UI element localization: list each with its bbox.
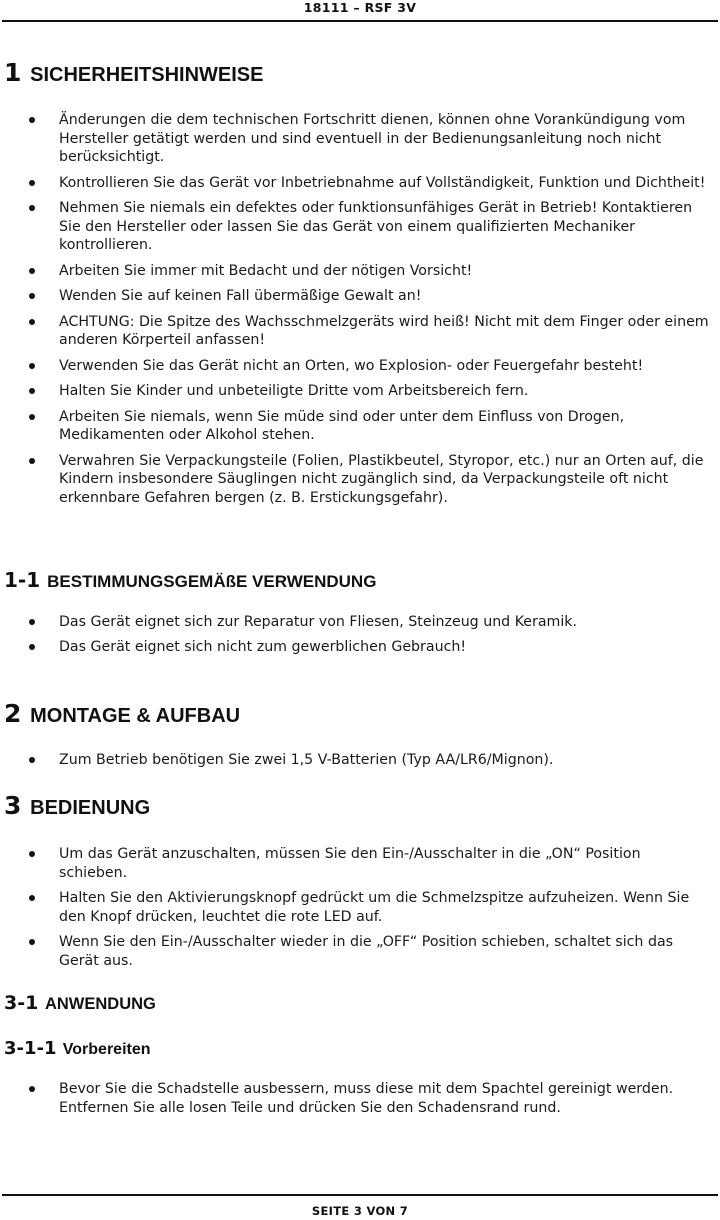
bullet-icon	[29, 363, 35, 369]
list-item: Wenden Sie auf keinen Fall übermäßige Gewalt an!	[0, 287, 720, 306]
section-heading-3-1	[4, 992, 156, 1014]
bullet-icon	[29, 895, 35, 901]
bullet-icon	[29, 414, 35, 420]
page-number: SEITE 3 VON 7	[311, 1204, 409, 1218]
section-title: SICHERHEITSHINWEISE	[30, 64, 264, 86]
section-number: 3	[4, 791, 22, 820]
operation-list	[0, 845, 720, 970]
bullet-icon	[29, 388, 35, 394]
list-item: Das Gerät eignet sich zur Reparatur von Fliesen, Steinzeug und Keramik.	[0, 613, 720, 632]
section-heading-3-1-1	[4, 1038, 151, 1059]
section-title: BEDIENUNG	[30, 797, 151, 819]
list-item: Das Gerät eignet sich nicht zum gewerblichen Gebrauch!	[0, 638, 720, 657]
list-item: Verwenden Sie das Gerät nicht an Orten, wo Explosion- oder Feuergefahr besteht!	[0, 357, 720, 376]
bullet-icon	[29, 1086, 35, 1092]
section-number: 3-1-1	[4, 1038, 57, 1059]
bullet-icon	[29, 205, 35, 211]
bullet-icon	[29, 293, 35, 299]
bullet-icon	[29, 851, 35, 857]
preparation-list	[0, 1080, 720, 1117]
list-item: Um das Gerät anzuschalten, müssen Sie den Ein-/Ausschalter in die „ON“ Position schieben.	[0, 845, 720, 882]
section-heading-3	[4, 791, 150, 820]
list-item: Zum Betrieb benötigen Sie zwei 1,5 V-Batterien (Typ AA/LR6/Mignon).	[0, 751, 720, 770]
document-title: 18111 – RSF 3V	[303, 0, 417, 15]
section-heading-1	[4, 58, 263, 87]
section-title: BESTIMMUNGSGEMÄßE VERWENDUNG	[47, 572, 377, 591]
header-rule	[2, 20, 718, 22]
footer-rule	[2, 1194, 718, 1196]
section-number: 1-1	[4, 568, 41, 592]
usage-list	[0, 613, 720, 656]
section-title: Vorbereiten	[62, 1041, 151, 1058]
list-item: Arbeiten Sie niemals, wenn Sie müde sind oder unter dem Einfluss von Drogen, Medikamenten oder Alkohol stehen.	[0, 408, 720, 445]
bullet-icon	[29, 319, 35, 325]
section-heading-1-1	[4, 568, 376, 592]
bullet-icon	[29, 644, 35, 650]
page-header	[0, 0, 720, 20]
section-heading-2	[4, 699, 240, 728]
list-item: Wenn Sie den Ein-/Ausschalter wieder in die „OFF“ Position schieben, schaltet sich das Gerät aus.	[0, 933, 720, 970]
list-item: Nehmen Sie niemals ein defektes oder funktionsunfähiges Gerät in Betrieb! Kontaktieren Sie den Hersteller oder lassen Sie das Gerät von einem qualifizierten Mechaniker kontrollieren.	[0, 199, 720, 255]
bullet-icon	[29, 458, 35, 464]
list-item: Änderungen die dem technischen Fortschritt dienen, können ohne Vorankündigung vom Hersteller getätigt werden und sind eventuell in der Bedienungsanleitung noch nicht berücksichtigt.	[0, 111, 720, 167]
list-item: Kontrollieren Sie das Gerät vor Inbetriebnahme auf Vollständigkeit, Funktion und Dichtheit!	[0, 174, 720, 193]
bullet-icon	[29, 939, 35, 945]
assembly-list	[0, 751, 720, 770]
bullet-icon	[29, 117, 35, 123]
bullet-icon	[29, 180, 35, 186]
list-item: Arbeiten Sie immer mit Bedacht und der nötigen Vorsicht!	[0, 262, 720, 281]
section-title: MONTAGE & AUFBAU	[30, 705, 241, 727]
bullet-icon	[29, 757, 35, 763]
section-number: 2	[4, 699, 22, 728]
list-item: Halten Sie Kinder und unbeteiligte Dritte vom Arbeitsbereich fern.	[0, 382, 720, 401]
section-title: ANWENDUNG	[44, 995, 156, 1013]
list-item: Bevor Sie die Schadstelle ausbessern, muss diese mit dem Spachtel gereinigt werden. Entfernen Sie alle losen Teile und drücken Sie den Schadensrand rund.	[0, 1080, 720, 1117]
list-item: Verwahren Sie Verpackungsteile (Folien, Plastikbeutel, Styropor, etc.) nur an Orten auf, die Kindern insbesondere Säuglingen nicht zugänglich sind, da Verpackungsteile oft nicht erkennbare Gefahren bergen (z. B. Erstickungsgefahr).	[0, 452, 720, 508]
section-number: 3-1	[4, 992, 39, 1014]
bullet-icon	[29, 619, 35, 625]
list-item: Halten Sie den Aktivierungsknopf gedrückt um die Schmelzspitze aufzuheizen. Wenn Sie den Knopf drücken, leuchtet die rote LED auf.	[0, 889, 720, 926]
safety-list	[0, 111, 720, 507]
bullet-icon	[29, 268, 35, 274]
section-number: 1	[4, 58, 22, 87]
list-item: ACHTUNG: Die Spitze des Wachsschmelzgeräts wird heiß! Nicht mit dem Finger oder einem anderen Körperteil anfassen!	[0, 313, 720, 350]
